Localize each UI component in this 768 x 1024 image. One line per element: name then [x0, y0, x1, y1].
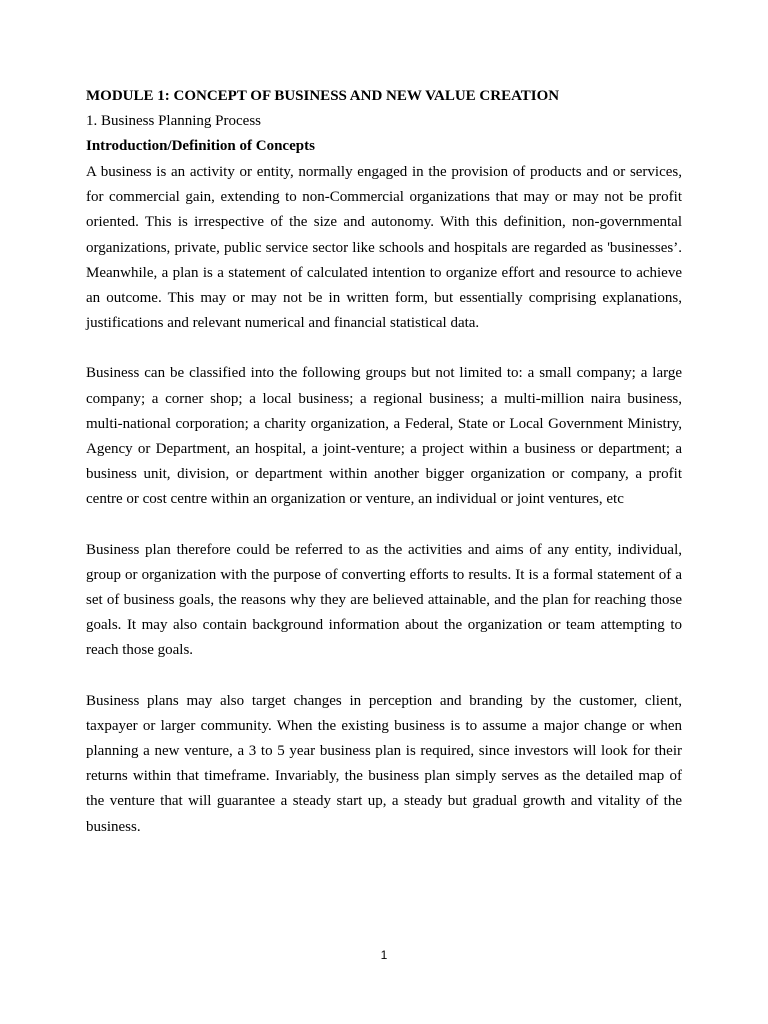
section-subheading: 1. Business Planning Process [86, 113, 262, 129]
page-number: 1 [380, 948, 388, 962]
document-page [86, 86, 682, 865]
section-title: Introduction/Definition of Concepts [86, 138, 315, 154]
paragraph-definition: A business is an activity or entity, normally engaged in the provision of products and or services, for commercial gain, extending to non-Commercial organizations that may or may not be profit oriented. This is irrespective of the size and autonomy. With this definition, non-governmental organizations, private, public service sector like schools and hospitals are regarded as 'businesses’. Meanwhile, a plan is a statement of calculated intention to organize effort and resource to achieve an outcome. This may or may not be in written form, but essentially comprising explanations, justifications and relevant numerical and financial statistical data. [86, 164, 682, 332]
paragraph-business-plan: Business plan therefore could be referred to as the activities and aims of any entity, individual, group or organization with the purpose of converting efforts to results. It is a formal statement of a set of business goals, the reasons why they are believed attainable, and the plan for reaching those goals. It may also contain background information about the organization or team attempting to reach those goals. [86, 541, 682, 659]
paragraph-business-plan-targets: Business plans may also target changes in perception and branding by the customer, client, taxpayer or larger community. When the existing business is to assume a major change or when planning a new venture, a 3 to 5 year business plan is required, since investors will look for their returns within that timeframe. Invariably, the business plan simply serves as the detailed map of the venture that will guarantee a steady start up, a steady but gradual growth and vitality of the business. [86, 692, 682, 835]
module-title: MODULE 1: CONCEPT OF BUSINESS AND NEW VALUE CREATION [86, 88, 560, 104]
paragraph-classification: Business can be classified into the following groups but not limited to: a small company; a large company; a corner shop; a local business; a regional business; a multi-million naira business, multi-national corporation; a charity organization, a Federal, State or Local Government Ministry, Agency or Department, an hospital, a joint-venture; a project within a business or department; a business unit, division, or department within another bigger organization or company, a profit centre or cost centre within an organization or venture, an individual or joint ventures, etc [86, 365, 682, 508]
